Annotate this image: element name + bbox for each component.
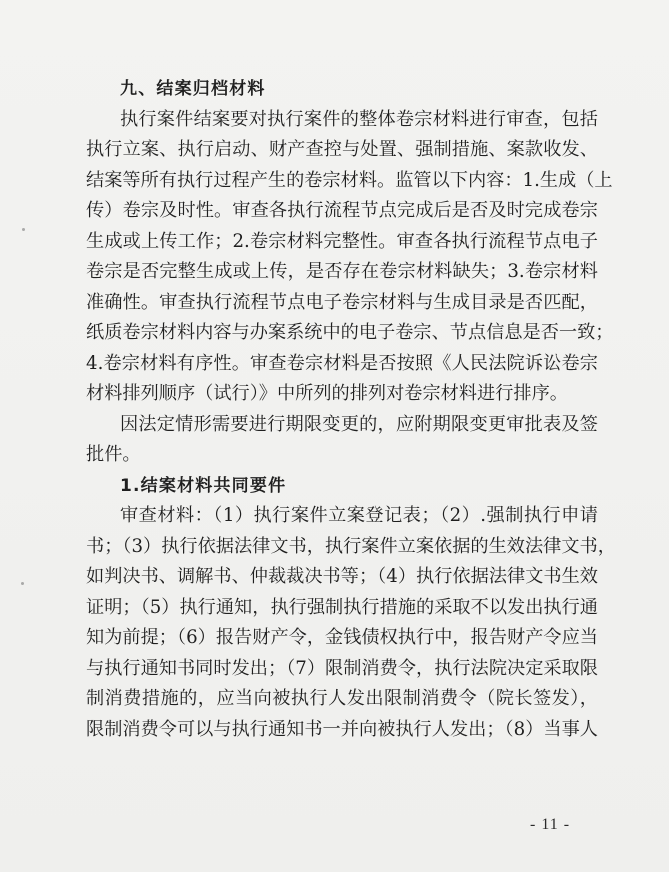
text-line: 限制消费令可以与执行通知书一并向被执行人发出；（8）当事人 bbox=[86, 718, 598, 740]
paragraph-review-materials bbox=[86, 501, 616, 745]
paragraph-term-change bbox=[86, 410, 598, 471]
page-number: - 11 - bbox=[530, 816, 571, 833]
text-line: 书；（3）执行依据法律文书，执行案件立案依据的生效法律文书， bbox=[86, 535, 616, 557]
scan-speck bbox=[21, 582, 24, 585]
text-line: 传）卷宗及时性。审查各执行流程节点完成后是否及时完成卷宗 bbox=[86, 200, 598, 221]
text-line: 4.卷宗材料有序性。审查卷宗材料是否按照《人民法院诉讼卷宗 bbox=[86, 352, 598, 374]
text-line: 因法定情形需要进行期限变更的，应附期限变更审批表及签 bbox=[120, 413, 598, 435]
subsection-heading: 1.结案材料共同要件 bbox=[120, 475, 287, 496]
text-block bbox=[86, 74, 616, 745]
text-line: 与执行通知书同时发出；（7）限制消费令，执行法院决定采取限 bbox=[86, 657, 598, 679]
text-line: 生成或上传工作；2.卷宗材料完整性。审查各执行流程节点电子 bbox=[86, 230, 598, 252]
text-line: 如判决书、调解书、仲裁裁决书等；（4）执行依据法律文书生效 bbox=[86, 566, 598, 587]
text-line: 准确性。审查执行流程节点电子卷宗材料与生成目录是否匹配， bbox=[86, 291, 598, 313]
paragraph-archive-review bbox=[86, 105, 614, 410]
text-line: 结案等所有执行过程产生的卷宗材料。监管以下内容：1.生成（上 bbox=[86, 169, 613, 191]
text-line: 批件。 bbox=[86, 444, 141, 465]
scan-speck bbox=[22, 228, 25, 231]
text-line: 执行立案、执行启动、财产查控与处置、强制措施、案款收发、 bbox=[86, 139, 598, 160]
text-line: 证明；（5）执行通知，执行强制执行措施的采取不以发出执行通 bbox=[86, 596, 598, 618]
text-line: 纸质卷宗材料内容与办案系统中的电子卷宗、节点信息是否一致； bbox=[86, 322, 614, 343]
text-line: 材料排列顺序（试行）》中所列的排列对卷宗材料进行排序。 bbox=[86, 383, 568, 404]
section-heading: 九、结案归档材料 bbox=[120, 79, 266, 99]
text-line: 知为前提；（6）报告财产令，金钱债权执行中，报告财产令应当 bbox=[86, 627, 598, 648]
text-line: 审查材料：（1）执行案件立案登记表；（2）.强制执行申请 bbox=[120, 505, 598, 526]
text-line: 卷宗是否完整生成或上传，是否存在卷宗材料缺失；3.卷宗材料 bbox=[86, 261, 598, 282]
text-line: 执行案件结案要对执行案件的整体卷宗材料进行审查，包括 bbox=[120, 108, 598, 130]
text-line: 制消费措施的，应当向被执行人发出限制消费令（院长签发）， bbox=[86, 688, 598, 709]
